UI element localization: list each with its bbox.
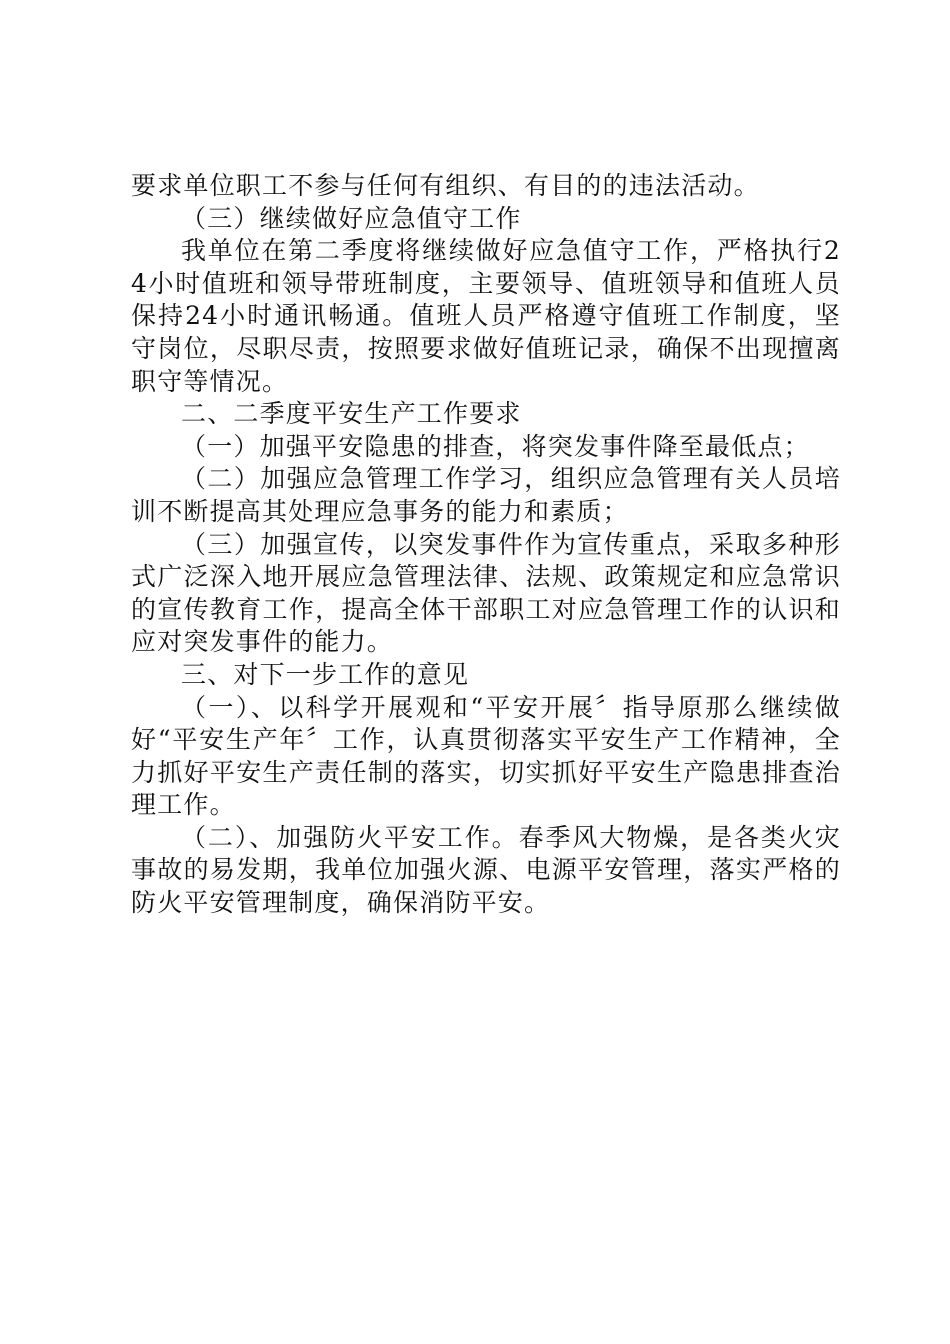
list-item-hazard-check: （一）加强平安隐患的排查，将突发事件降至最低点； xyxy=(181,431,810,461)
section-heading-next-steps: 三、对下一步工作的意见 xyxy=(181,659,470,689)
list-item-training: （二）加强应急管理工作学习，组织应急管理有关人员培训不断提高其处理应急事务的能力和素质； xyxy=(131,464,841,526)
section-heading-emergency-duty: （三）继续做好应急值守工作 xyxy=(181,203,522,233)
document-body xyxy=(131,170,841,920)
list-item-safety-year: （一）、以科学开展观和“平安开展〞指导原那么继续做好“平安生产年〞工作，认真贯彻落实平安生产工作精神，全力抓好平安生产责任制的落实，切实抓好平安生产隐患排查治理工作。 xyxy=(131,692,841,820)
paragraph-continuation: 要求单位职工不参与任何有组织、有目的的违法活动。 xyxy=(131,171,760,200)
list-item-publicity: （三）加强宣传，以突发事件作为宣传重点，采取多种形式广泛深入地开展应急管理法律、法规、政策规定和应急常识的宣传教育工作，提高全体干部职工对应急管理工作的认识和应对突发事件的能力。 xyxy=(131,529,841,657)
section-heading-q2-requirements: 二、二季度平安生产工作要求 xyxy=(181,399,522,429)
paragraph-emergency-duty: 我单位在第二季度将继续做好应急值守工作，严格执行24小时值班和领导带班制度，主要领导、值班领导和值班人员保持24小时通讯畅通。值班人员严格遵守值班工作制度，坚守岗位，尽职尽责，按照要求做好值班记录，确保不出现擅离职守等情况。 xyxy=(131,236,841,396)
list-item-fire-safety: （二）、加强防火平安工作。春季风大物燥，是各类火灾事故的易发期，我单位加强火源、电源平安管理，落实严格的防火平安管理制度，确保消防平安。 xyxy=(131,822,841,918)
